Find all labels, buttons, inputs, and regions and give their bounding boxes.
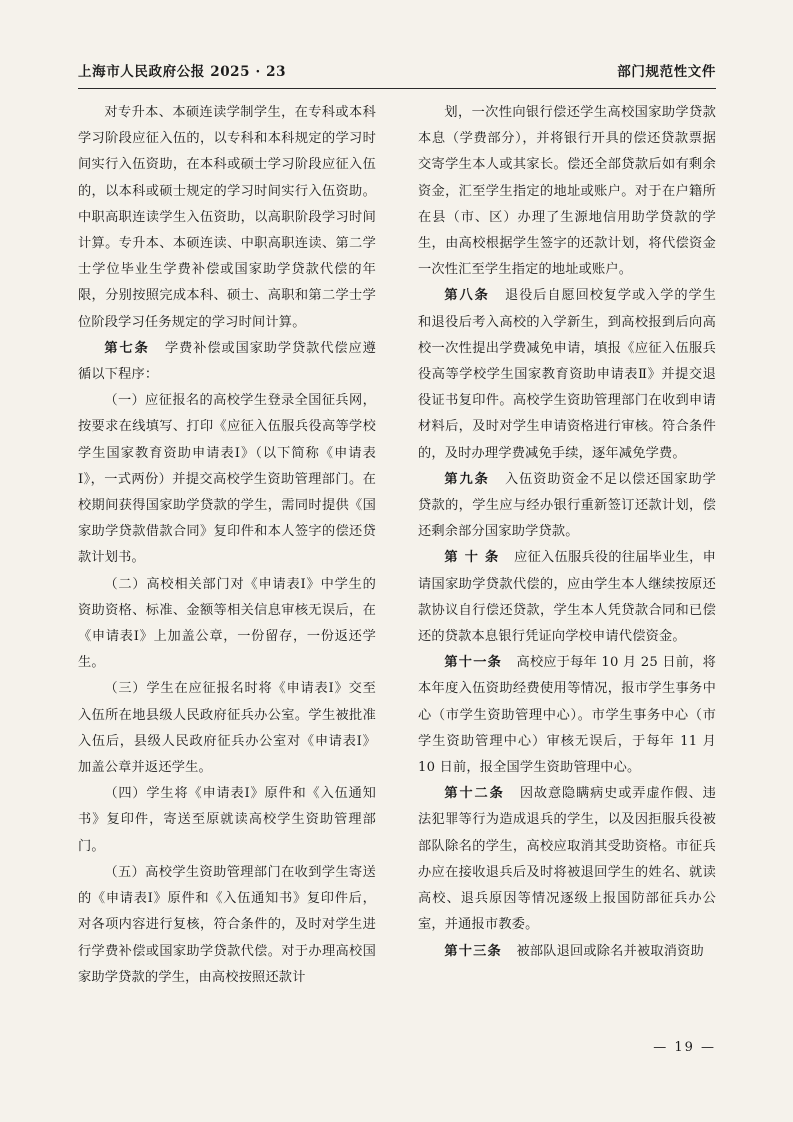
body-paragraph — [78, 676, 376, 781]
body-paragraph — [78, 781, 376, 860]
left-column — [78, 100, 376, 1040]
right-column — [418, 100, 716, 1040]
article-label: 第 十 条 — [444, 550, 500, 566]
article-paragraph — [418, 283, 716, 466]
body-paragraph — [78, 100, 376, 336]
article-paragraph — [78, 336, 376, 388]
article-label: 第九条 — [444, 471, 490, 487]
article-label: 第八条 — [444, 288, 490, 304]
page-footer — [78, 1040, 716, 1055]
article-label: 第十三条 — [444, 943, 502, 959]
body-paragraph — [78, 388, 376, 571]
paragraph-text: （二）高校相关部门对《申请表Ⅰ》中学生的资助资格、标准、金额等相关信息审核无误后，在《申请表Ⅰ》上加盖公章，一份留存，一份返还学生。 — [78, 576, 376, 671]
article-text: 被部队退回或除名并被取消资助 — [516, 943, 704, 959]
article-text: 应征入伍服兵役的往届毕业生，申请国家助学贷款代偿的，应由学生本人继续按原还款协议自行偿还贷款，学生本人凭贷款合同和已偿还的贷款本息银行凭证向学校申请代偿资金。 — [418, 550, 717, 645]
paragraph-text: （四）学生将《申请表Ⅰ》原件和《入伍通知书》复印件，寄送至原就读高校学生资助管理部门。 — [78, 786, 376, 854]
article-text: 入伍资助资金不足以偿还国家助学贷款的，学生应与经办银行重新签订还款计划，偿还剩余部分国家助学贷款。 — [418, 471, 717, 540]
article-paragraph — [418, 545, 716, 650]
article-label: 第十二条 — [444, 786, 505, 802]
paragraph-text: 划，一次性向银行偿还学生高校国家助学贷款本息（学费部分），并将银行开具的偿还贷款票据交寄学生本人或其家长。偿还全部贷款后如有剩余资金，汇至学生指定的地址或账户。对于在户籍所在县（市、区）办理了生源地信用助学贷款的学生，由高校根据学生签字的还款计划，将代偿资金一次性汇至学生指定的地址或账户。 — [418, 105, 716, 278]
article-paragraph — [418, 939, 716, 965]
paragraph-text: 对专升本、本硕连读学制学生，在专科或本科学习阶段应征入伍的，以专科和本科规定的学习时间实行入伍资助，在本科或硕士学习阶段应征入伍的，以本科或硕士规定的学习时间实行入伍资助。中职高职连读学生入伍资助，以高职阶段学习时间计算。专升本、本硕连读、中职高职连读、第二学士学位毕业生学费补偿或国家助学贷款代偿的年限，分别按照完成本科、硕士、高职和第二学士学位阶段学习任务规定的学习时间计算。 — [78, 105, 376, 330]
article-paragraph — [418, 650, 716, 781]
paragraph-text: （五）高校学生资助管理部门在收到学生寄送的《申请表Ⅰ》原件和《入伍通知书》复印件后，对各项内容进行复核，符合条件的，及时对学生进行学费补偿或国家助学贷款代偿。对于办理高校国家助学贷款的学生，由高校按照还款计 — [78, 864, 376, 985]
article-text: 因故意隐瞒病史或弄虚作假、违法犯罪等行为造成退兵的学生，以及因拒服兵役被部队除名的学生，高校应取消其受助资格。市征兵办应在接收退兵后及时将被退回学生的姓名、就读高校、退兵原因等情况逐级上报国防部征兵办公室，并通报市教委。 — [418, 786, 716, 933]
article-text: 高校应于每年 10 月 25 日前，将本年度入伍资助经费使用等情况，报市学生事务中心（市学生资助管理中心）。市学生事务中心（市学生资助管理中心）审核无误后，于每年 11 月 10 日前，报全国学生资助管理中心。 — [418, 655, 716, 776]
article-text: 学费补偿或国家助学贷款代偿应遵循以下程序： — [78, 340, 377, 383]
body-paragraph — [78, 572, 376, 677]
article-text: 退役后自愿回校复学或入学的学生和退役后考入高校的入学新生，到高校报到后向高校一次性提出学费减免申请，填报《应征入伍服兵役高等学校学生国家教育资助申请表Ⅱ》并提交退役证书复印件。高校学生资助管理部门在收到申请材料后，及时对学生申请资格进行审核。符合条件的，及时办理学费减免手续，逐年减免学费。 — [418, 288, 717, 461]
page-header — [78, 60, 716, 80]
article-paragraph — [418, 781, 716, 938]
header-left-title: 上海市人民政府公报 2025 · 23 — [78, 64, 287, 80]
article-label: 第七条 — [104, 340, 150, 356]
header-right-title: 部门规范性文件 — [617, 64, 716, 80]
two-column-body — [78, 100, 716, 1040]
header-divider — [78, 88, 716, 89]
paragraph-text: （一）应征报名的高校学生登录全国征兵网，按要求在线填写、打印《应征入伍服兵役高等学校学生国家教育资助申请表Ⅰ》（以下简称《申请表Ⅰ》，一式两份）并提交高校学生资助管理部门。在校期间获得国家助学贷款的学生，需同时提供《国家助学贷款借款合同》复印件和本人签字的偿还贷款计划书。 — [78, 393, 376, 566]
body-paragraph — [78, 860, 376, 991]
article-paragraph — [418, 467, 716, 546]
paragraph-text: （三）学生在应征报名时将《申请表Ⅰ》交至入伍所在地县级人民政府征兵办公室。学生被批准入伍后，县级人民政府征兵办公室对《申请表Ⅰ》加盖公章并返还学生。 — [78, 681, 376, 776]
body-paragraph — [418, 100, 716, 283]
article-label: 第十一条 — [444, 655, 503, 671]
page-number: — 19 — — [653, 1040, 716, 1055]
